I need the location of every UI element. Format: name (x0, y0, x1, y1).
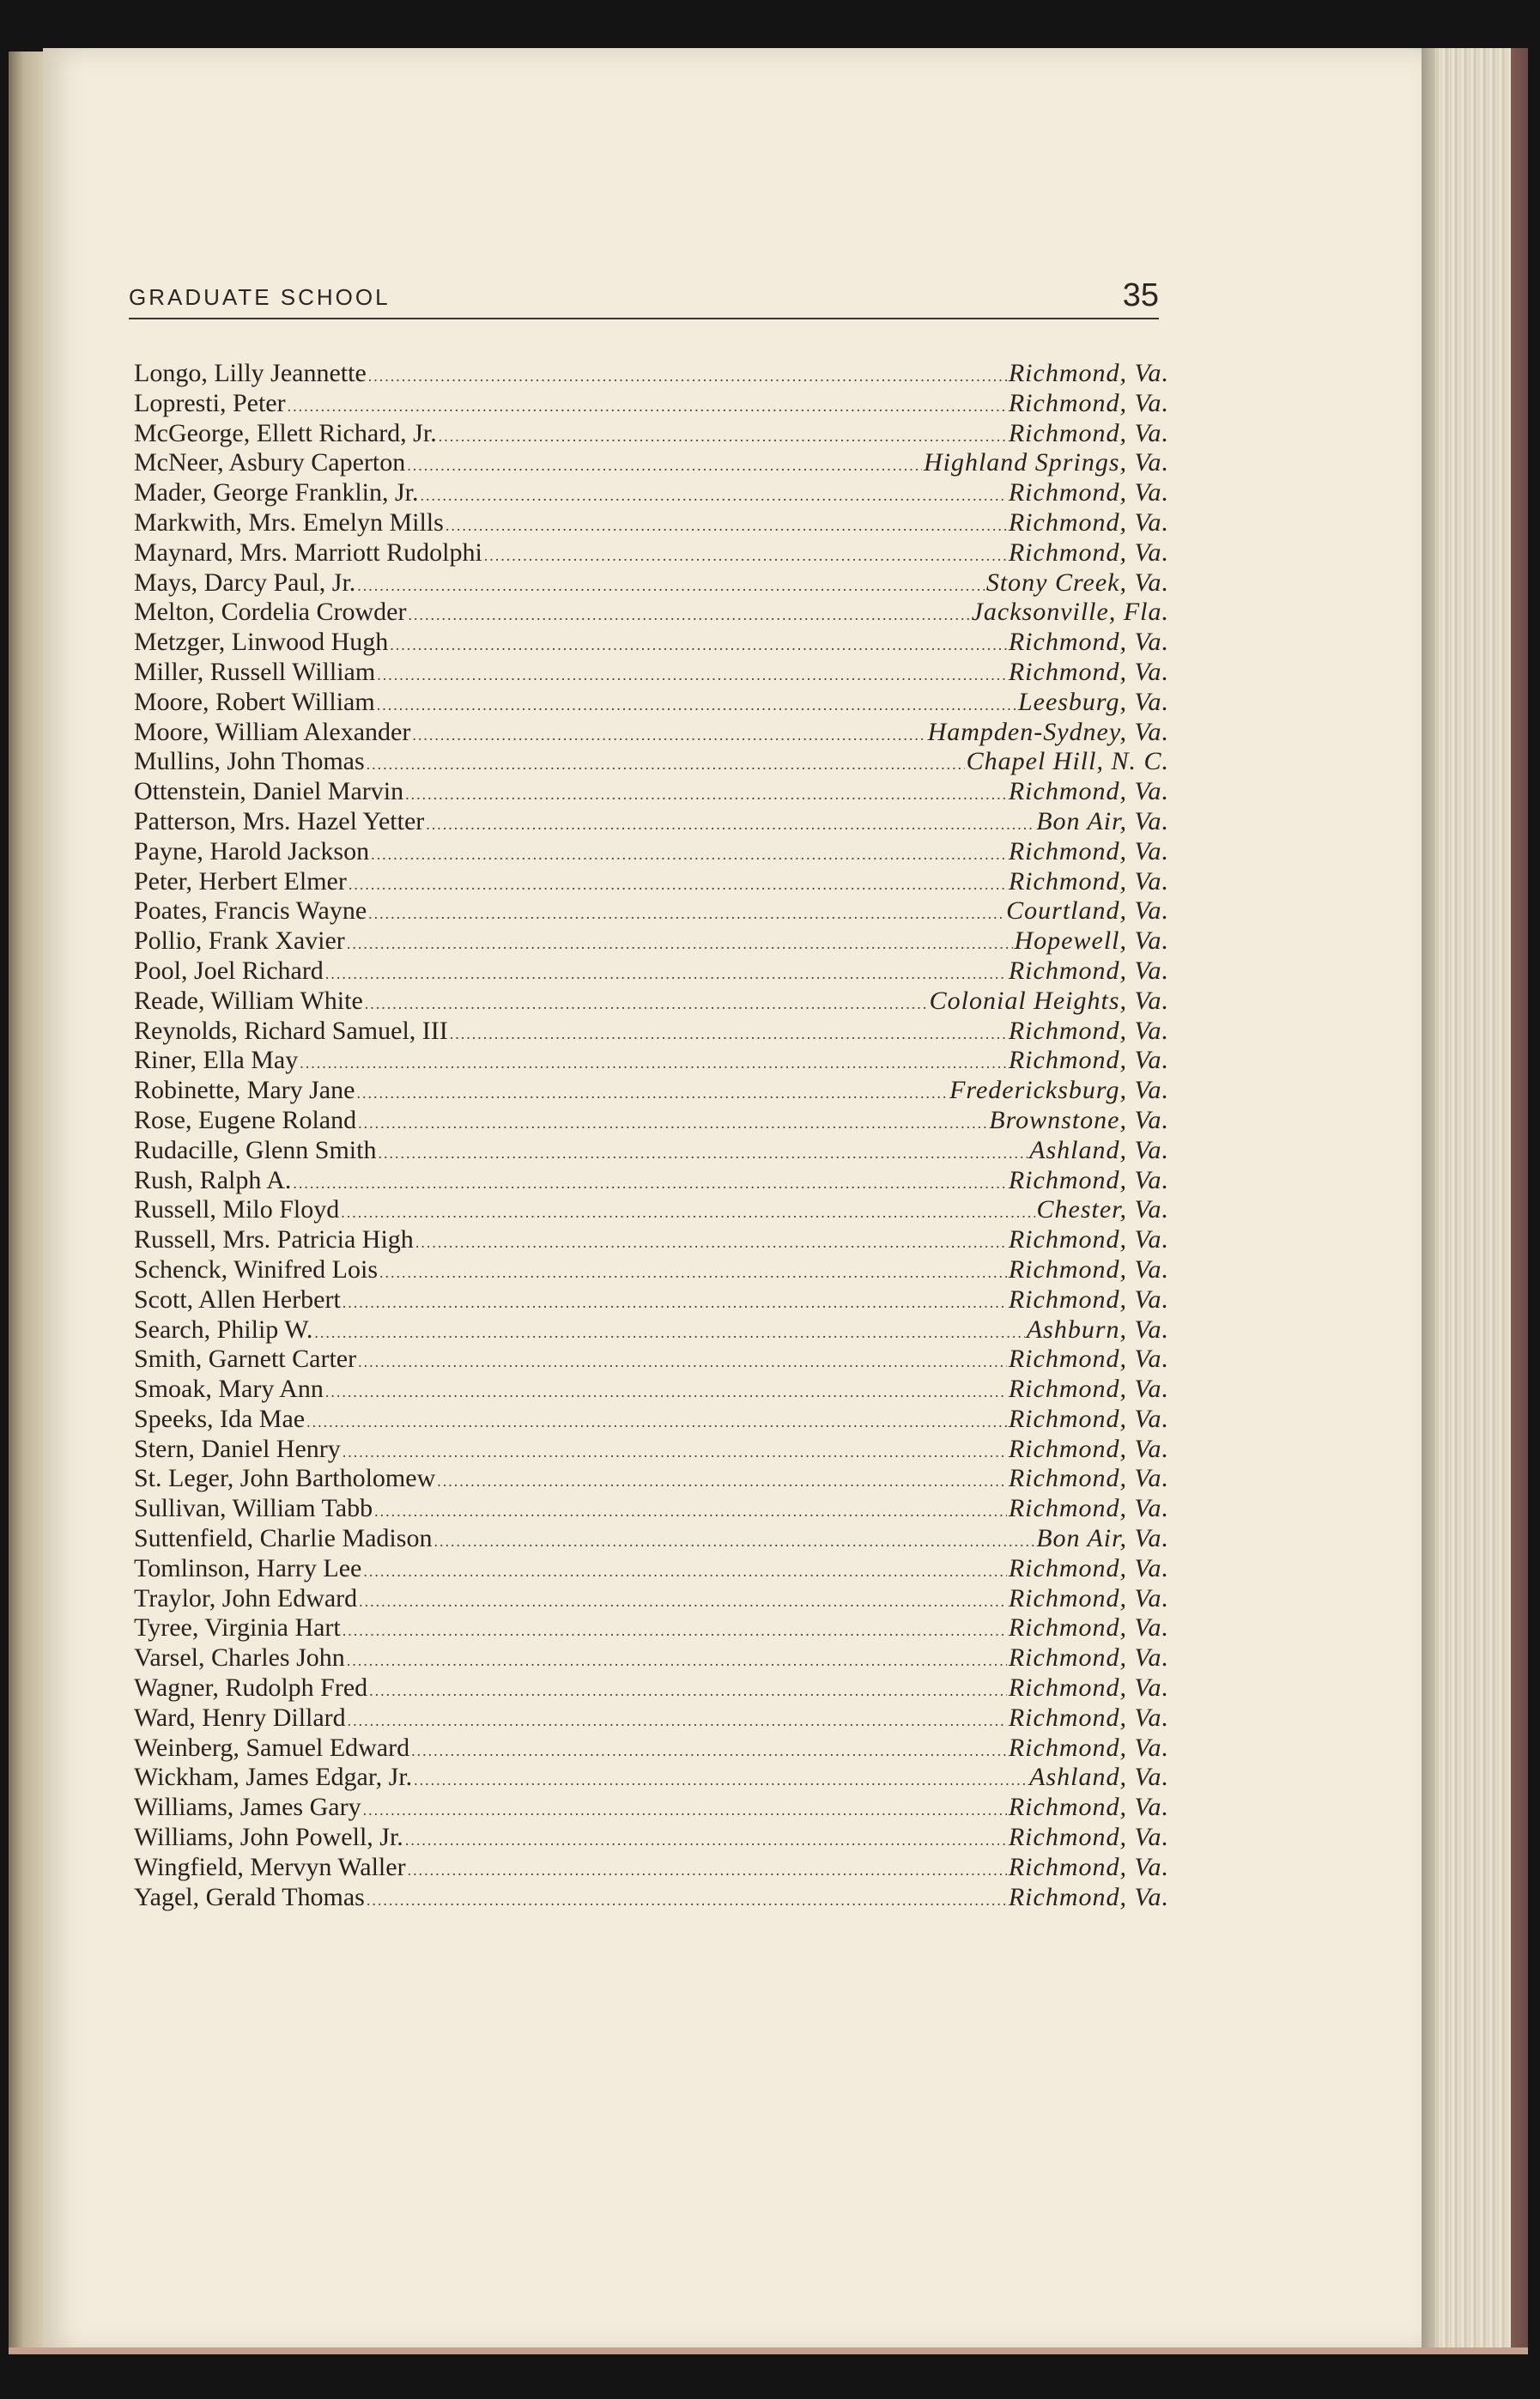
list-item (134, 598, 1169, 628)
entry-hometown: Colonial Heights, Va. (929, 986, 1169, 1015)
entry-name: Reade, William White (134, 986, 363, 1015)
dot-leader (407, 448, 922, 481)
list-item (134, 718, 1169, 748)
dot-leader (365, 987, 928, 1019)
entry-hometown: Richmond, Va. (1008, 1643, 1169, 1673)
list-item (134, 508, 1169, 538)
entry-hometown: Richmond, Va. (1008, 1673, 1169, 1703)
entry-hometown: Bon Air, Va. (1036, 1524, 1169, 1553)
entry-name: Peter, Herbert Elmer (134, 866, 347, 896)
dot-leader (347, 1643, 1007, 1676)
list-item (134, 837, 1169, 867)
entry-hometown: Richmond, Va. (1008, 1046, 1169, 1075)
dot-leader (363, 1554, 1007, 1587)
dot-leader (347, 926, 1013, 959)
entry-hometown: Richmond, Va. (1008, 657, 1169, 686)
list-item (134, 448, 1169, 478)
list-item (134, 867, 1169, 897)
entry-hometown: Richmond, Va. (1008, 1254, 1169, 1284)
entry-name: McGeorge, Ellett Richard, Jr. (134, 418, 437, 447)
entry-name: Mader, George Franklin, Jr. (134, 478, 419, 507)
list-item (134, 389, 1169, 419)
list-item (134, 1584, 1169, 1614)
list-item (134, 1405, 1169, 1435)
entry-name: Pool, Joel Richard (134, 956, 324, 985)
dot-leader (446, 508, 1007, 541)
entry-name: Smoak, Mary Ann (134, 1375, 324, 1404)
entry-name: Moore, Robert William (134, 687, 375, 716)
entry-hometown: Chester, Va. (1036, 1195, 1169, 1224)
entry-name: Sullivan, William Tabb (134, 1494, 373, 1523)
entry-hometown: Richmond, Va. (1008, 1434, 1169, 1463)
bottom-cover-edge (9, 2347, 1528, 2354)
entry-hometown: Richmond, Va. (1008, 866, 1169, 896)
entry-hometown: Ashland, Va. (1029, 1763, 1169, 1792)
list-item (134, 1823, 1169, 1853)
dot-leader (374, 1494, 1007, 1527)
entry-name: Poates, Francis Wayne (134, 896, 367, 926)
dot-leader (421, 478, 1007, 511)
list-item (134, 478, 1169, 508)
student-directory-list (134, 359, 1169, 1912)
entry-hometown: Ashland, Va. (1029, 1135, 1169, 1164)
list-item (134, 1046, 1169, 1076)
entry-hometown: Richmond, Va. (1008, 388, 1169, 417)
entry-name: Wagner, Rudolph Fred (134, 1673, 368, 1703)
dot-leader (377, 688, 1016, 720)
list-item (134, 688, 1169, 718)
entry-hometown: Richmond, Va. (1008, 1793, 1169, 1822)
entry-hometown: Ashburn, Va. (1026, 1315, 1169, 1344)
dot-leader (408, 1853, 1007, 1886)
entry-name: Russell, Milo Floyd (134, 1195, 340, 1224)
entry-hometown: Richmond, Va. (1008, 359, 1169, 387)
dot-leader (343, 1613, 1007, 1646)
list-item (134, 1793, 1169, 1823)
entry-name: Wickham, James Edgar, Jr. (134, 1763, 413, 1792)
entry-hometown: Leesburg, Va. (1017, 687, 1169, 716)
entry-hometown: Richmond, Va. (1008, 1882, 1169, 1911)
dot-leader (343, 1435, 1007, 1467)
entry-name: St. Leger, John Bartholomew (134, 1464, 436, 1493)
list-item (134, 1017, 1169, 1047)
dot-leader (437, 1464, 1007, 1497)
entry-hometown: Richmond, Va. (1008, 1852, 1169, 1881)
dot-leader (411, 1734, 1007, 1766)
list-item (134, 987, 1169, 1017)
right-page-stack (1422, 48, 1528, 2349)
dot-leader (378, 1136, 1028, 1169)
dot-leader (368, 896, 1004, 929)
entry-name: Payne, Harold Jackson (134, 836, 370, 865)
entry-name: Scott, Allen Herbert (134, 1285, 341, 1314)
entry-hometown: Richmond, Va. (1008, 836, 1169, 865)
list-item (134, 1734, 1169, 1764)
dot-leader (414, 1763, 1028, 1795)
dot-leader (359, 1584, 1007, 1617)
entry-name: Pollio, Frank Xavier (134, 926, 345, 956)
list-item (134, 807, 1169, 837)
entry-name: Reynolds, Richard Samuel, III (134, 1016, 448, 1045)
dot-leader (434, 1524, 1034, 1557)
dot-leader (356, 1076, 948, 1108)
dot-leader (349, 867, 1007, 900)
entry-name: Yagel, Gerald Thomas (134, 1882, 365, 1911)
entry-hometown: Richmond, Va. (1008, 628, 1169, 657)
list-item (134, 896, 1169, 926)
dot-leader (405, 1823, 1007, 1855)
dot-leader (367, 1883, 1007, 1916)
entry-hometown: Jacksonville, Fla. (971, 598, 1169, 627)
dot-leader (300, 1046, 1007, 1078)
entry-hometown: Richmond, Va. (1008, 1345, 1169, 1374)
page-gutter-shadow (1422, 48, 1435, 2349)
list-item (134, 747, 1169, 777)
entry-hometown: Hopewell, Va. (1014, 926, 1169, 956)
entry-name: Ward, Henry Dillard (134, 1703, 346, 1732)
entry-name: Williams, John Powell, Jr. (134, 1823, 403, 1852)
entry-name: Riner, Ella May (134, 1046, 299, 1075)
entry-hometown: Richmond, Va. (1008, 1613, 1169, 1643)
entry-name: Markwith, Mrs. Emelyn Mills (134, 507, 444, 537)
entry-name: Ottenstein, Daniel Marvin (134, 777, 404, 806)
entry-name: Wingfield, Mervyn Waller (134, 1852, 406, 1881)
dot-leader (363, 1793, 1007, 1825)
list-item (134, 1076, 1169, 1106)
entry-name: Stern, Daniel Henry (134, 1434, 341, 1463)
entry-hometown: Richmond, Va. (1008, 1285, 1169, 1314)
list-item (134, 628, 1169, 658)
list-item (134, 1106, 1169, 1136)
dot-leader (348, 1704, 1007, 1736)
book-cover-edge (1511, 48, 1528, 2349)
list-item (134, 957, 1169, 987)
list-item (134, 1315, 1169, 1345)
dot-leader (358, 1106, 987, 1139)
list-item (134, 1524, 1169, 1554)
dot-leader (343, 1285, 1007, 1318)
entry-name: Search, Philip W. (134, 1315, 313, 1344)
list-item (134, 1136, 1169, 1166)
entry-hometown: Richmond, Va. (1008, 1494, 1169, 1523)
entry-hometown: Richmond, Va. (1008, 537, 1169, 567)
entry-hometown: Richmond, Va. (1008, 507, 1169, 537)
entry-name: Patterson, Mrs. Hazel Yetter (134, 806, 425, 835)
list-item (134, 538, 1169, 568)
entry-hometown: Richmond, Va. (1008, 1375, 1169, 1404)
list-item (134, 1613, 1169, 1643)
dot-leader (415, 1225, 1007, 1258)
entry-name: Lopresti, Peter (134, 388, 286, 417)
entry-name: Moore, William Alexander (134, 717, 411, 746)
list-item (134, 1166, 1169, 1196)
entry-hometown: Richmond, Va. (1008, 1823, 1169, 1852)
entry-name: Mullins, John Thomas (134, 747, 365, 776)
entry-name: Schenck, Winifred Lois (134, 1254, 379, 1284)
entry-hometown: Richmond, Va. (1008, 1703, 1169, 1732)
dot-leader (426, 807, 1034, 840)
entry-hometown: Highland Springs, Va. (923, 448, 1169, 477)
entry-hometown: Richmond, Va. (1008, 1553, 1169, 1582)
list-item (134, 1464, 1169, 1494)
dot-leader (412, 718, 925, 750)
dot-leader (325, 1375, 1007, 1407)
entry-hometown: Bon Air, Va. (1036, 806, 1169, 835)
entry-hometown: Richmond, Va. (1008, 418, 1169, 447)
entry-name: Tyree, Virginia Hart (134, 1613, 341, 1643)
entry-hometown: Stony Creek, Va. (985, 568, 1169, 597)
entry-name: Mays, Darcy Paul, Jr. (134, 568, 356, 597)
entry-name: McNeer, Asbury Caperton (134, 448, 406, 477)
entry-name: Traylor, John Edward (134, 1583, 358, 1612)
running-header (129, 273, 1159, 319)
entry-name: Weinberg, Samuel Edward (134, 1733, 410, 1762)
list-item (134, 419, 1169, 449)
dot-leader (379, 1255, 1007, 1288)
entry-name: Metzger, Linwood Hugh (134, 628, 389, 657)
entry-hometown: Fredericksburg, Va. (949, 1076, 1169, 1105)
list-item (134, 1225, 1169, 1255)
entry-name: Smith, Garnett Carter (134, 1345, 357, 1374)
list-item (134, 1853, 1169, 1883)
dot-leader (450, 1017, 1007, 1049)
list-item (134, 1673, 1169, 1704)
entry-name: Miller, Russell William (134, 657, 376, 686)
list-item (134, 1763, 1169, 1793)
entry-hometown: Brownstone, Va. (989, 1105, 1169, 1134)
list-item (134, 1554, 1169, 1584)
dot-leader (408, 598, 969, 630)
dot-leader (405, 777, 1007, 810)
list-item (134, 1883, 1169, 1913)
list-item (134, 359, 1169, 389)
entry-name: Longo, Lilly Jeannette (134, 359, 367, 387)
entry-name: Melton, Cordelia Crowder (134, 598, 407, 627)
entry-hometown: Richmond, Va. (1008, 1733, 1169, 1762)
entry-name: Rudacille, Glenn Smith (134, 1135, 377, 1164)
entry-hometown: Richmond, Va. (1008, 777, 1169, 806)
dot-leader (306, 1405, 1007, 1437)
entry-name: Rush, Ralph A. (134, 1165, 292, 1194)
entry-name: Varsel, Charles John (134, 1643, 345, 1673)
list-item (134, 926, 1169, 957)
list-item (134, 1375, 1169, 1405)
dot-leader (369, 1673, 1007, 1706)
section-title: GRADUATE SCHOOL (129, 284, 391, 310)
entry-hometown: Richmond, Va. (1008, 1404, 1169, 1433)
entry-name: Robinette, Mary Jane (134, 1076, 355, 1105)
list-item (134, 1255, 1169, 1285)
dot-leader (357, 568, 985, 601)
list-item (134, 1195, 1169, 1225)
entry-hometown: Richmond, Va. (1008, 1464, 1169, 1493)
list-item (134, 1643, 1169, 1673)
entry-hometown: Richmond, Va. (1008, 956, 1169, 985)
list-item (134, 1345, 1169, 1375)
page-number: 35 (1122, 277, 1159, 313)
entry-hometown: Chapel Hill, N. C. (966, 747, 1169, 776)
entry-hometown: Richmond, Va. (1008, 1225, 1169, 1254)
dot-leader (371, 837, 1007, 870)
entry-name: Russell, Mrs. Patricia High (134, 1225, 414, 1254)
dot-leader (314, 1315, 1024, 1348)
list-item (134, 658, 1169, 688)
entry-name: Williams, James Gary (134, 1793, 361, 1822)
entry-name: Suttenfield, Charlie Madison (134, 1524, 433, 1553)
entry-name: Rose, Eugene Roland (134, 1105, 357, 1134)
entry-name: Tomlinson, Harry Lee (134, 1553, 362, 1582)
list-item (134, 1704, 1169, 1734)
entry-hometown: Richmond, Va. (1008, 1016, 1169, 1045)
dot-leader (368, 359, 1007, 392)
dot-leader (341, 1195, 1034, 1228)
entry-hometown: Courtland, Va. (1006, 896, 1169, 926)
entry-hometown: Richmond, Va. (1008, 1583, 1169, 1612)
dot-leader (325, 957, 1007, 989)
dot-leader (288, 389, 1007, 422)
entry-hometown: Hampden-Sydney, Va. (927, 717, 1169, 746)
dot-leader (390, 628, 1007, 660)
dot-leader (377, 658, 1007, 690)
list-item (134, 568, 1169, 598)
left-page-edge (9, 52, 46, 2353)
entry-name: Maynard, Mrs. Marriott Rudolphi (134, 537, 482, 567)
list-item (134, 1285, 1169, 1315)
list-item (134, 1435, 1169, 1465)
entry-hometown: Richmond, Va. (1008, 1165, 1169, 1194)
list-item (134, 1494, 1169, 1524)
dot-leader (358, 1345, 1007, 1377)
dot-leader (439, 419, 1007, 452)
dot-leader (367, 747, 965, 780)
entry-name: Speeks, Ida Mae (134, 1404, 306, 1433)
dot-leader (484, 538, 1007, 571)
list-item (134, 777, 1169, 807)
dot-leader (293, 1166, 1007, 1199)
entry-hometown: Richmond, Va. (1008, 478, 1169, 507)
